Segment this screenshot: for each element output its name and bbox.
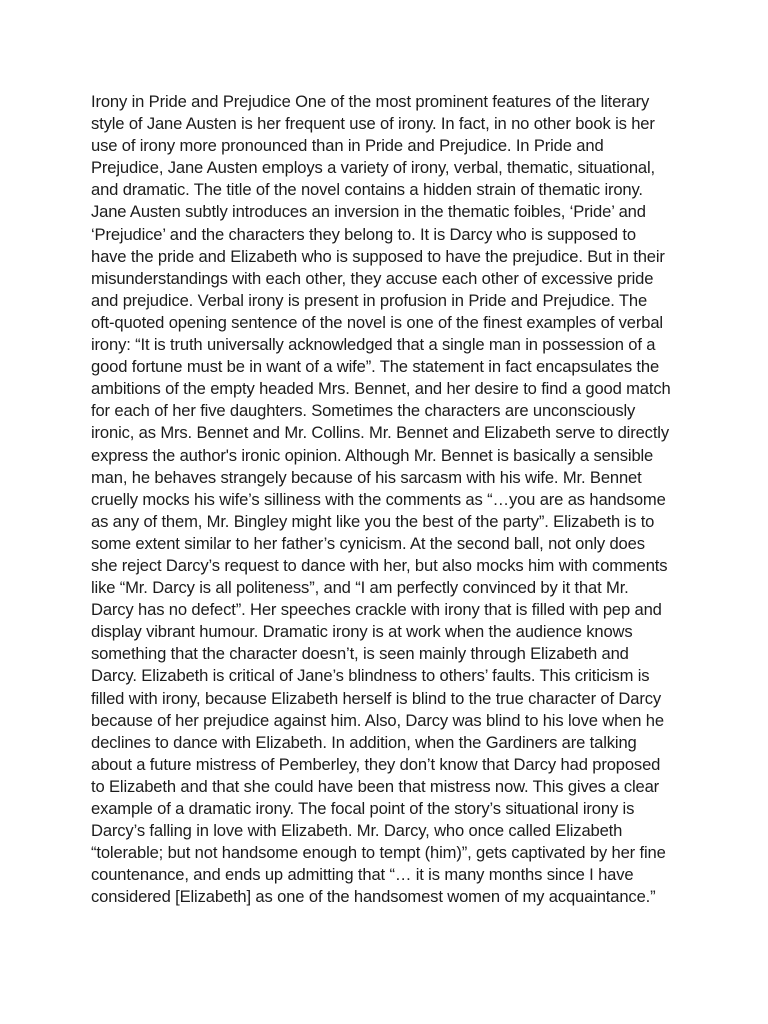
text-line: because of her prejudice against him. Also, Darcy was blind to his love when he <box>91 710 664 730</box>
text-line: for each of her five daughters. Sometimes the characters are unconsciously <box>91 401 636 421</box>
text-line: countenance, and ends up admitting that “… it is many months since I have <box>91 865 634 885</box>
text-line: Jane Austen subtly introduces an inversion in the thematic foibles, ‘Pride’ and <box>91 202 646 222</box>
text-line: to Elizabeth and that she could have been that mistress now. This gives a clear <box>91 776 660 796</box>
text-line: use of irony more pronounced than in Pride and Prejudice. In Pride and <box>91 136 604 156</box>
text-line: style of Jane Austen is her frequent use of irony. In fact, in no other book is her <box>91 114 655 134</box>
text-line: declines to dance with Elizabeth. In addition, when the Gardiners are talking <box>91 732 637 752</box>
text-line: “tolerable; but not handsome enough to tempt (him)”, gets captivated by her fine <box>91 843 666 863</box>
text-line: express the author's ironic opinion. Although Mr. Bennet is basically a sensible <box>91 445 654 465</box>
text-line: good fortune must be in want of a wife”. The statement in fact encapsulates the <box>91 357 660 377</box>
text-line: Darcy has no defect”. Her speeches crackle with irony that is filled with pep and <box>91 600 662 620</box>
text-line: have the pride and Elizabeth who is supposed to have the prejudice. But in their <box>91 246 665 266</box>
text-line: and dramatic. The title of the novel contains a hidden strain of thematic irony. <box>91 180 643 200</box>
text-line: ironic, as Mrs. Bennet and Mr. Collins. Mr. Bennet and Elizabeth serve to directly <box>91 423 669 443</box>
text-line: as any of them, Mr. Bingley might like you the best of the party”. Elizabeth is to <box>91 511 655 531</box>
text-line: man, he behaves strangely because of his sarcasm with his wife. Mr. Bennet <box>91 467 642 487</box>
text-line: filled with irony, because Elizabeth herself is blind to the true character of Darcy <box>91 688 662 708</box>
essay-body <box>91 91 711 908</box>
text-line: Darcy’s falling in love with Elizabeth. Mr. Darcy, who once called Elizabeth <box>91 821 623 841</box>
text-line: cruelly mocks his wife’s silliness with the comments as “…you are as handsome <box>91 489 666 509</box>
text-line: Irony in Pride and Prejudice One of the most prominent features of the literary <box>91 92 650 111</box>
text-line: example of a dramatic irony. The focal point of the story’s situational irony is <box>91 799 635 818</box>
text-line: something that the character doesn’t, is seen mainly through Elizabeth and <box>91 644 629 664</box>
text-line: she reject Darcy’s request to dance with her, but also mocks him with comments <box>91 555 668 575</box>
text-line: ambitions of the empty headed Mrs. Bennet, and her desire to find a good match <box>91 379 671 399</box>
text-line: considered [Elizabeth] as one of the handsomest women of my acquaintance.” <box>91 887 656 907</box>
text-line: and prejudice. Verbal irony is present in profusion in Pride and Prejudice. The <box>91 290 648 310</box>
text-line: irony: “It is truth universally acknowledged that a single man in possession of a <box>91 335 656 355</box>
text-line: some extent similar to her father’s cynicism. At the second ball, not only does <box>91 533 645 553</box>
text-line: oft-quoted opening sentence of the novel is one of the finest examples of verbal <box>91 312 663 332</box>
text-line: Darcy. Elizabeth is critical of Jane’s blindness to others’ faults. This criticism is <box>91 666 650 686</box>
text-line: display vibrant humour. Dramatic irony is at work when the audience knows <box>91 622 633 642</box>
text-line: misunderstandings with each other, they accuse each other of excessive pride <box>91 268 654 288</box>
text-line: like “Mr. Darcy is all politeness”, and “I am perfectly convinced by it that Mr. <box>91 578 629 598</box>
text-line: ‘Prejudice’ and the characters they belong to. It is Darcy who is supposed to <box>91 224 636 244</box>
text-line: about a future mistress of Pemberley, they don’t know that Darcy had proposed <box>91 754 661 774</box>
text-line: Prejudice, Jane Austen employs a variety of irony, verbal, thematic, situational, <box>91 158 656 178</box>
